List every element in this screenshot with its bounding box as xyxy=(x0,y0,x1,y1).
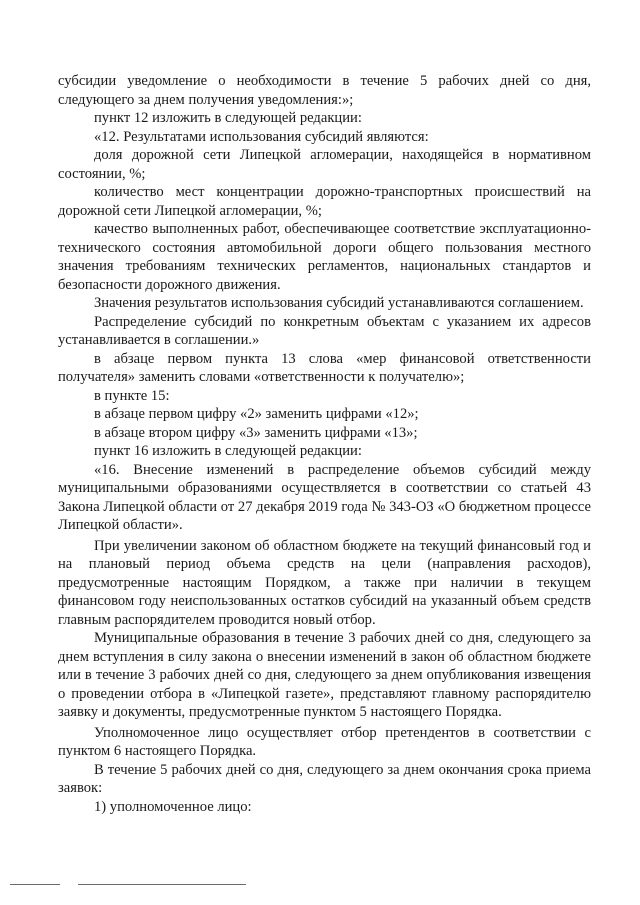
footer-divider xyxy=(10,884,60,885)
footer-divider xyxy=(78,884,246,885)
paragraph: в абзаце первом цифру «2» заменить цифрами «12»; xyxy=(94,406,419,422)
paragraph: субсидии уведомление о необходимости в течение 5 рабочих дней со дня, следующего за днем получения уведомления:»; xyxy=(58,73,591,108)
paragraph: «12. Результатами использования субсидий являются: xyxy=(94,128,429,145)
paragraph: Распределение субсидий по конкретным объектам с указанием их адресов устанавливается в соглашении.» xyxy=(58,313,591,348)
paragraph: количество мест концентрации дорожно-транспортных происшествий на дорожной сети Липецкой агломерации, %; xyxy=(58,184,591,219)
paragraph: пункт 12 изложить в следующей редакции: xyxy=(94,110,362,126)
paragraph: «16. Внесение изменений в распределение объемов субсидий между муниципальными образованиями осуществляется в соответствии со статьей 43 Закона Липецкой области от 27 декабря 2019 года № 343-ОЗ «О бюджетном процессе Липецкой области». xyxy=(58,461,591,533)
paragraph: в абзаце втором цифру «3» заменить цифрами «13»; xyxy=(94,424,418,441)
paragraph: 1) уполномоченное лицо: xyxy=(94,798,252,815)
document-page xyxy=(58,72,591,816)
paragraph: Муниципальные образования в течение 3 рабочих дней со дня, следующего за днем вступления в силу закона о внесении изменений в закон об областном бюджете или в течение 3 рабочих дней со дня, следующего за днем опубликования извещения о проведении отбора в «Липецкой газете», представляют главному распорядителю заявку и документы, предусмотренные пунктом 5 настоящего Порядка. xyxy=(58,630,591,720)
paragraph: Значения результатов использования субсидий устанавливаются соглашением. xyxy=(94,295,584,311)
paragraph: в пункте 15: xyxy=(94,387,170,404)
paragraph: При увеличении законом об областном бюджете на текущий финансовый год и на плановый период объема средств на цели (направления расходов), предусмотренные настоящим Порядком, а также при наличии в текущем финансовом году неиспользованных остатков субсидий на указанный объем средств главным распорядителем проводится новый отбор. xyxy=(58,537,591,628)
paragraph: Уполномоченное лицо осуществляет отбор претендентов в соответствии с пунктом 6 настоящего Порядка. xyxy=(58,724,591,759)
paragraph: качество выполненных работ, обеспечивающее соответствие эксплуатационно-технического состояния автомобильной дороги общего пользования местного значения требованиям технических регламентов, национальных стандартов и безопасности дорожного движения. xyxy=(58,221,591,293)
paragraph: доля дорожной сети Липецкой агломерации, находящейся в нормативном состоянии, %; xyxy=(58,147,591,182)
paragraph: В течение 5 рабочих дней со дня, следующего за днем окончания срока приема заявок: xyxy=(58,761,591,796)
paragraph: в абзаце первом пункта 13 слова «мер финансовой ответственности получателя» заменить словами «ответственности к получателю»; xyxy=(58,350,591,385)
paragraph: пункт 16 изложить в следующей редакции: xyxy=(94,443,362,459)
